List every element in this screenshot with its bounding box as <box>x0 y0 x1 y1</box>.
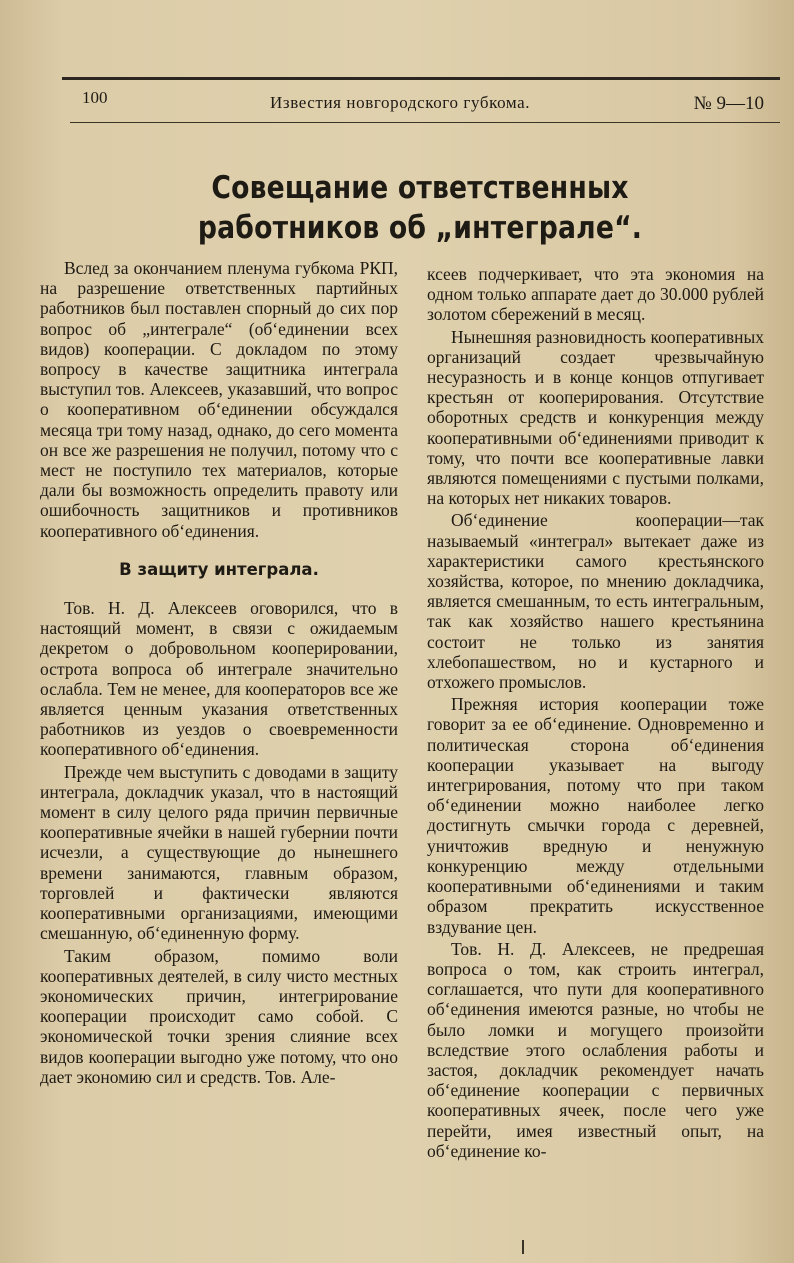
issue-number: № 9—10 <box>693 93 764 114</box>
paragraph: Нынешняя разновидность кооперативных организаций создает чрезвычайную несуразность и в конце концов отпугивает крестьян от кооперирования. Отсутствие оборотных средств и конкуренция между кооперативными об‘единениями приводит к тому, что почти все кооперативные лавки являются помещениями с пустыми полками, на которых нет никаких товаров. <box>427 326 764 509</box>
header-rule <box>70 122 780 123</box>
left-column <box>40 258 398 1087</box>
paragraph: Об‘единение кооперации—так называемый «интеграл» вытекает даже из характеристики самого крестьянского хозяйства, которое, по мнению докладчика, является смешанным, то есть интегральным, так как хозяйство нашего крестьянина состоит не только из занятия хлебопашеством, но и кустарного и отхожего промыслов. <box>427 510 764 693</box>
paragraph: Прежде чем выступить с доводами в защиту интеграла, докладчик указал, что в настоящий момент в силу целого ряда причин первичные кооперативные ячейки в нашей губернии почти исчезли, а существующие до нынешнего времени занимаются, главным образом, торговлей и фактически являются кооперативными организациями, имеющими смешанную, об‘единенную форму. <box>40 761 398 944</box>
section-heading: В защиту интеграла. <box>119 559 319 579</box>
ink-mark <box>522 1240 524 1254</box>
paragraph: Прежняя история кооперации тоже говорит за ее об‘единение. Одновременно и политическая сторона об‘единения кооперации указывает на выгоду интегрирования, потому что при таком об‘единении можно наиболее легко достигнуть смычки города с деревней, уничтожив вредную и ненужную конкуренцию между отдельными кооперативными об‘единениями и таким образом прекратить искусственное вздувание цен. <box>427 694 764 937</box>
paragraph: ксеев подчеркивает, что эта экономия на одном только аппарате дает до 30.000 рублей золотом сбережений в месяц. <box>427 264 764 325</box>
right-column <box>427 264 764 1161</box>
journal-title: Известия новгородского губкома. <box>270 93 531 112</box>
paragraph: Тов. Н. Д. Алексеев, не предрешая вопроса о том, как строить интеграл, соглашается, что пути для кооперативного об‘единения имеются разные, но чтобы не было ломки и могущего произойти вследствие этого ослабления работы и застоя, докладчик рекомендует начать об‘единение кооперации с первичных кооперативных ячеек, после чего уже перейти, имея известный опыт, на об‘единение ко- <box>427 938 764 1161</box>
paragraph: Таким образом, помимо воли кооперативных деятелей, в силу чисто местных экономических причин, интегрирование кооперации происходит само собой. С экономической точки зрения слияние всех видов кооперации выгодно уже потому, что оно дает экономию сил и средств. Тов. Але- <box>40 945 398 1087</box>
article-title: Совещание ответственных работников об „интеграле“. <box>197 170 643 246</box>
top-rule <box>62 77 780 80</box>
running-head <box>82 88 764 122</box>
paragraph: Тов. Н. Д. Алексеев оговорился, что в настоящий момент, в связи с ожидаемым декретом о добровольном кооперировании, острота вопроса об интеграле значительно ослабла. Тем не менее, для кооператоров все же является ценным указания ответственных работников из уездов о своевременности кооперативного об‘единения. <box>40 598 398 760</box>
paragraph: Вслед за окончанием пленума губкома РКП, на разрешение ответственных партийных работников был поставлен спорный до сих пор вопрос об „интеграле“ (об‘единении всех видов) кооперации. С докладом по этому вопросу в качестве защитника интеграла выступил тов. Алексеев, указавший, что вопрос о кооперативном об‘единении обсуждался месяца три тому назад, однако, до сего момента он все же разрешения не получил, потому что с мест не поступило тех материалов, которые дали бы возможность определить правоту или ошибочность защитников и противников кооперативного об‘единения. <box>40 258 398 541</box>
page-number: 100 <box>82 88 108 107</box>
